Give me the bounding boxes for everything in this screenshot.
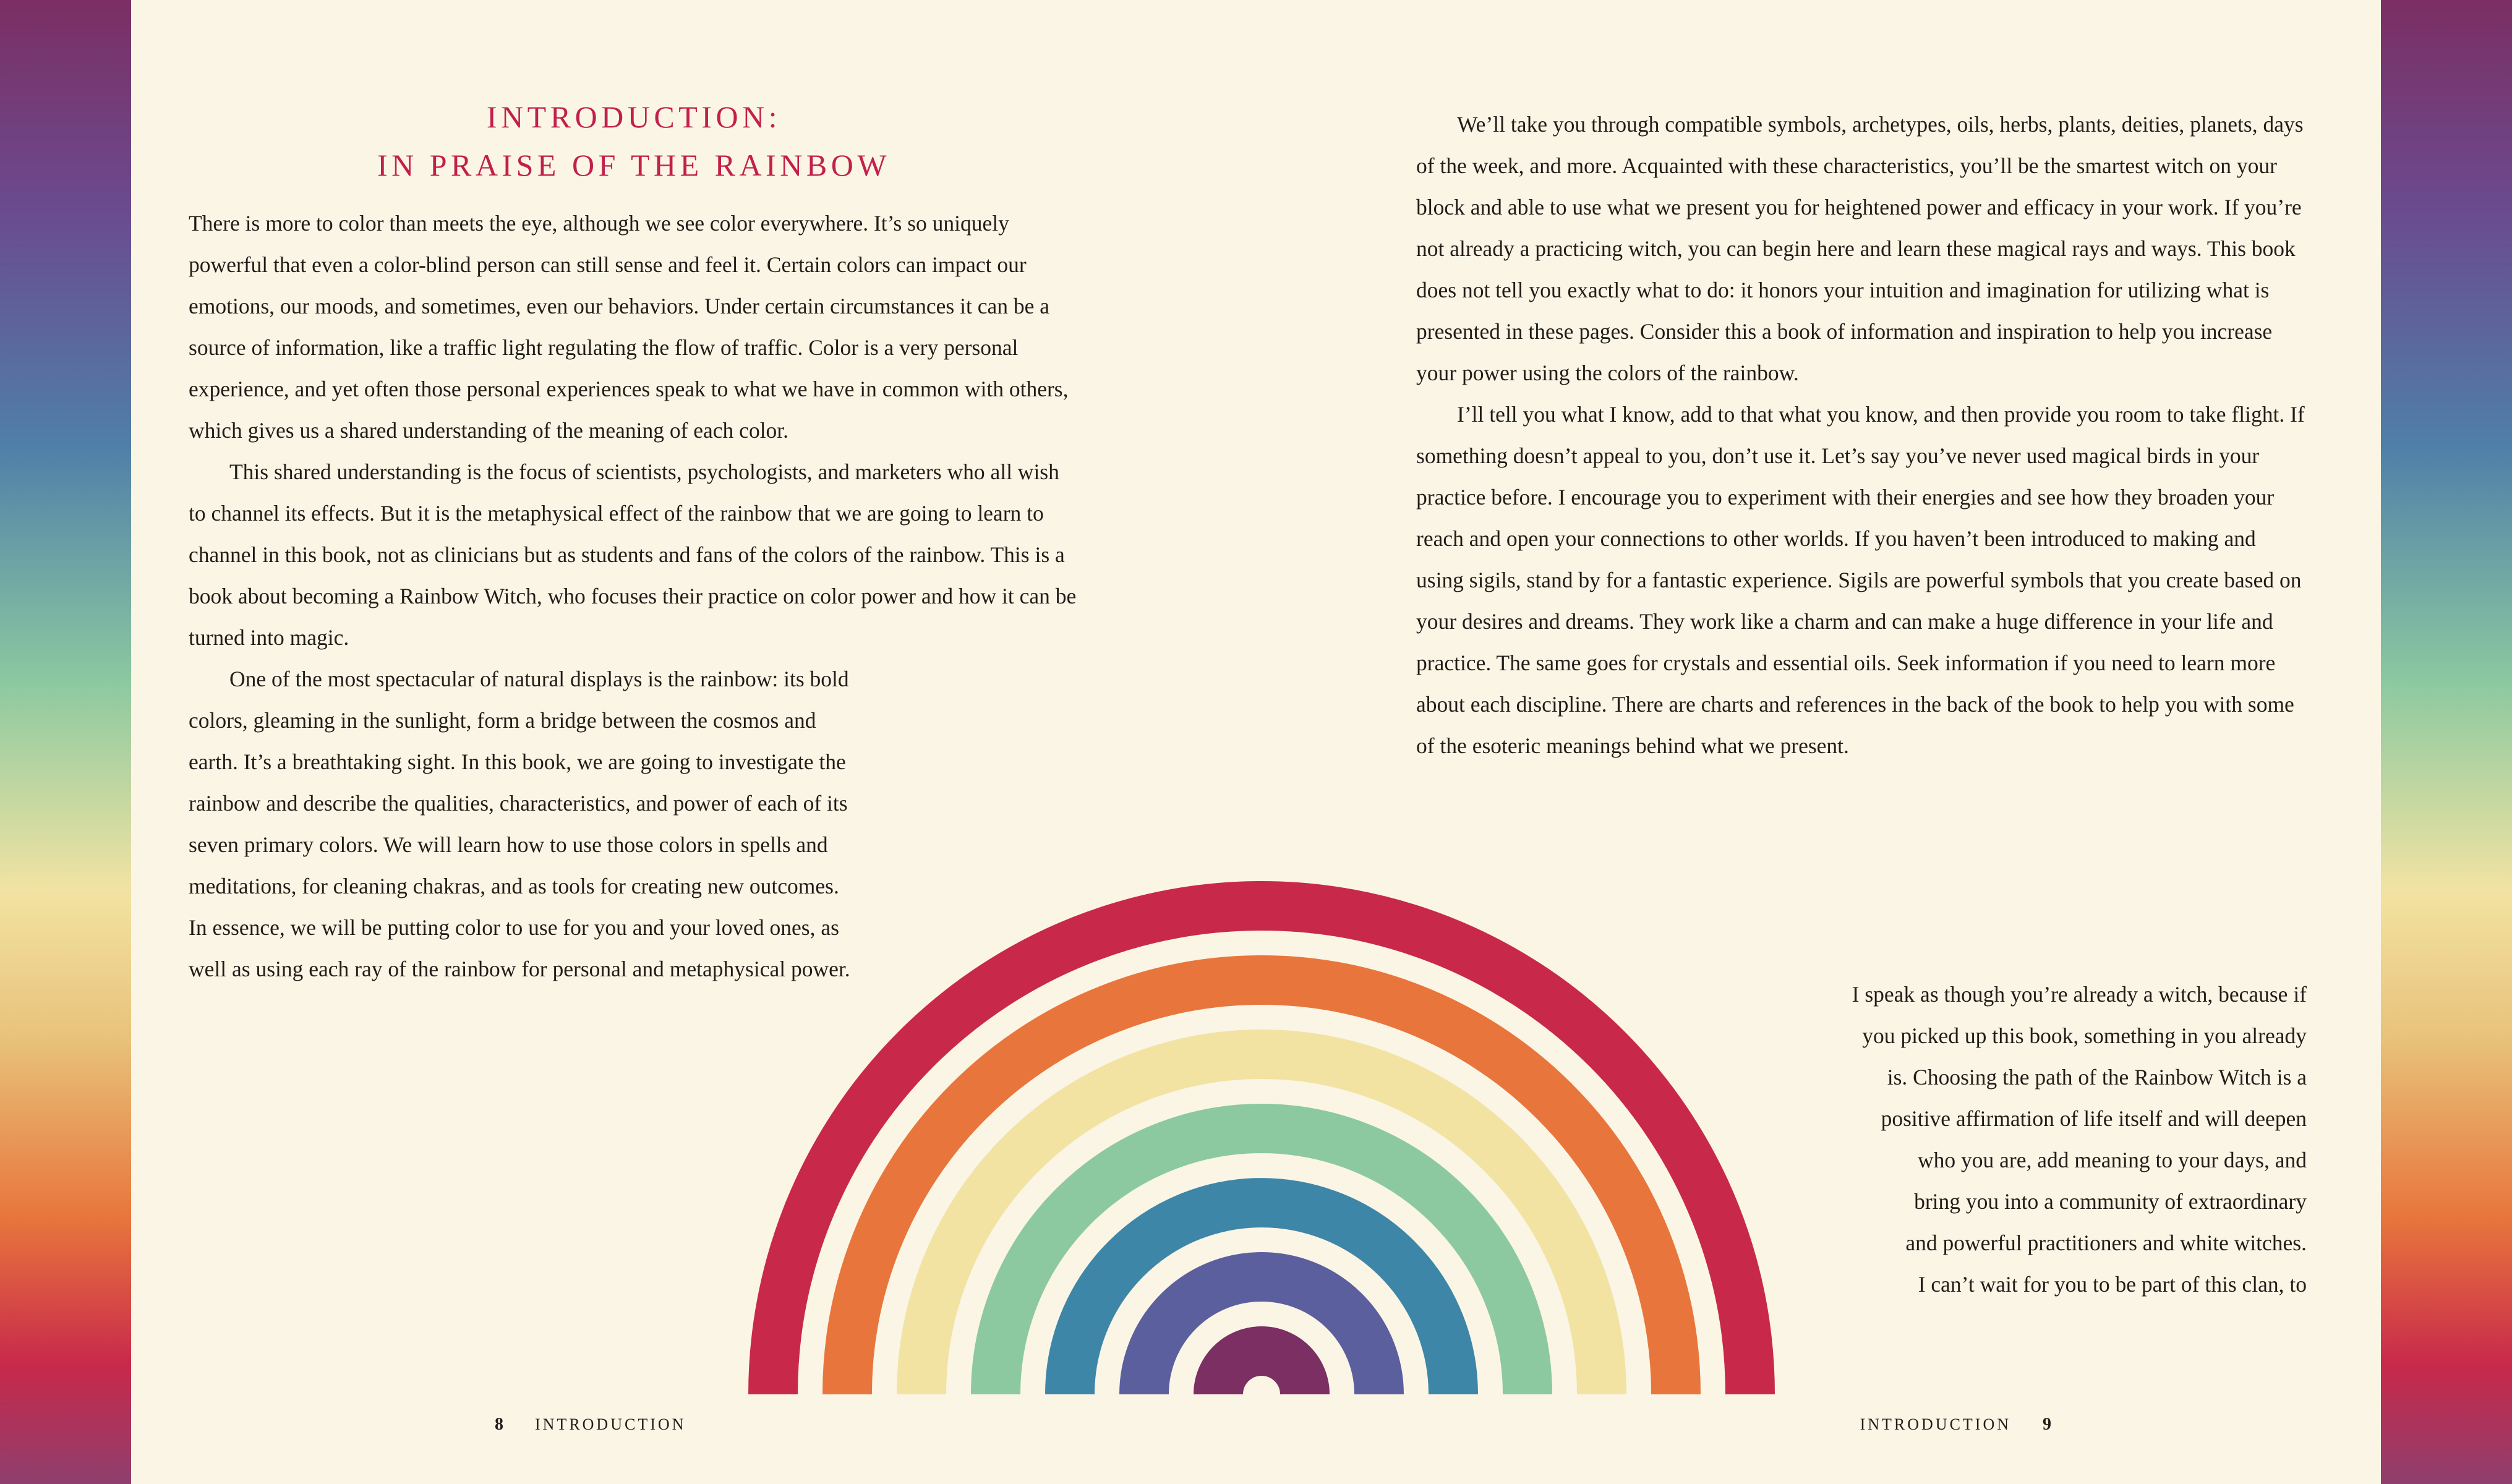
tail-line-5: who you are, add meaning to your days, and	[1918, 1148, 2307, 1172]
right-page-text-column	[1416, 104, 2307, 767]
tail-line-7: and powerful practitioners and white witches.	[1905, 1230, 2307, 1255]
folio-left-number: 8	[495, 1415, 503, 1434]
right-paragraph-2: I’ll tell you what I know, add to that what you know, and then provide you room to take flight. If something doesn’t appeal to you, don’t use it. Let’s say you’ve never used magical birds in your practice before. I encourage you to experiment with their energies and see how they broaden your reach and open your connections to other worlds. If you haven’t been introduced to making and using sigils, stand by for a fantastic experience. Sigils are powerful symbols that you create based on your desires and dreams. They work like a charm and can make a huge difference in your life and practice. The same goes for crystals and essential oils. Seek information if you need to learn more about each discipline. There are charts and references in the back of the book to help you with some of the esoteric meanings behind what we present.	[1416, 402, 2305, 758]
right-page-tail-lines	[1416, 974, 2307, 1305]
right-paragraph-1: We’ll take you through compatible symbols, archetypes, oils, herbs, plants, deities, planets, days of the week, and more. Acquainted with these characteristics, you’ll be the smartest witch on your block and able to use what we present you for heightened power and efficacy in your work. If you’re not already a practicing witch, you can begin here and learn these magical rays and ways. This book does not tell you exactly what to do: it honors your intuition and imagination for utilizing what is presented in these pages. Consider this a book of information and inspiration to help you increase your power using the colors of the rainbow.	[1416, 112, 2304, 385]
tail-line-3: is. Choosing the path of the Rainbow Witch is a	[1887, 1065, 2307, 1090]
folio-left-label: INTRODUCTION	[535, 1415, 686, 1433]
left-paragraph-3: One of the most spectacular of natural displays is the rainbow: its bold colors, gleaming in the sunlight, form a bridge between the cosmos and earth. It’s a breathtaking sight. In this book, we are going to investigate the rainbow and describe the qualities, characteristics, and power of each of its seven primary colors. We will learn how to use those colors in spells and meditations, for cleaning chakras, and as tools for creating new outcomes. In essence, we will be putting color to use for you and your loved ones, as well as using each ray of the rainbow for personal and metaphysical power.	[189, 667, 850, 981]
folio-right	[1860, 1415, 2051, 1435]
left-paragraph-2: This shared understanding is the focus of scientists, psychologists, and marketers who all wish to channel its effects. But it is the metaphysical effect of the rainbow that we are going to learn to channel in this book, not as clinicians but as students and fans of the colors of the rainbow. This is a book about becoming a Rainbow Witch, who focuses their practice on color power and how it can be turned into magic.	[189, 459, 1077, 650]
folio-right-number: 9	[2043, 1415, 2051, 1434]
folio-right-label: INTRODUCTION	[1860, 1415, 2011, 1433]
left-page-text-column	[189, 93, 1079, 990]
rainbow-edge-strip-left	[0, 0, 131, 1484]
folio-left	[495, 1415, 686, 1435]
tail-line-2: you picked up this book, something in you already	[1862, 1023, 2307, 1048]
page-title: INTRODUCTION: IN PRAISE OF THE RAINBOW	[377, 100, 891, 182]
tail-line-4: positive affirmation of life itself and will deepen	[1881, 1106, 2307, 1131]
rainbow-edge-strip-right	[2381, 0, 2512, 1484]
tail-line-1: I speak as though you’re already a witch, because if	[1852, 982, 2307, 1007]
left-paragraph-1: There is more to color than meets the eye, although we see color everywhere. It’s so uniquely powerful that even a color-blind person can still sense and feel it. Certain colors can impact our emotions, our moods, and sometimes, even our behaviors. Under certain circumstances it can be a source of information, like a traffic light regulating the flow of traffic. Color is a very personal experience, and yet often those personal experiences speak to what we have in common with others, which gives us a shared understanding of the meaning of each color.	[189, 211, 1069, 443]
tail-line-8: I can’t wait for you to be part of this clan, to	[1918, 1272, 2307, 1297]
tail-line-6: bring you into a community of extraordinary	[1914, 1189, 2307, 1214]
